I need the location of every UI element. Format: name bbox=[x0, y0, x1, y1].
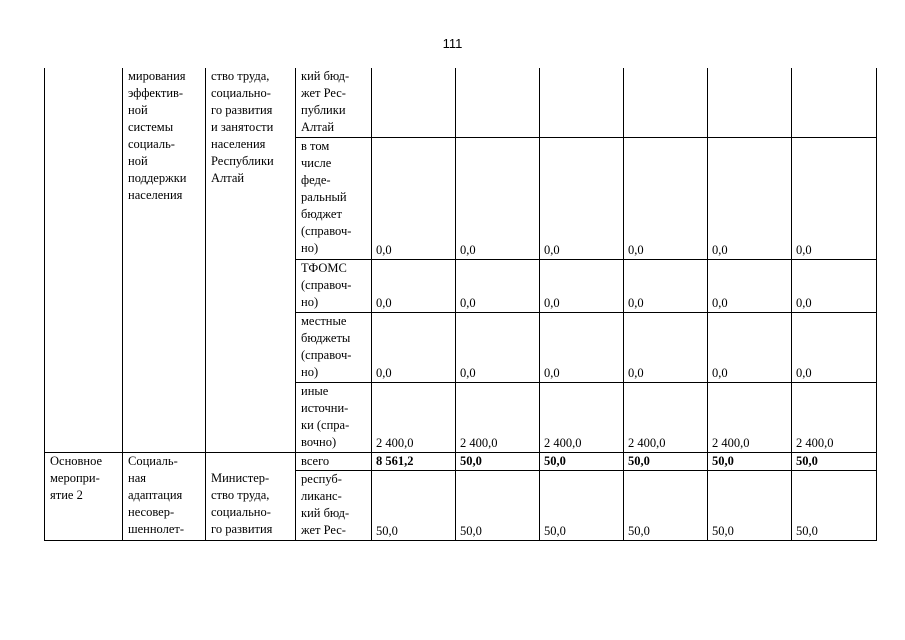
funding-source-cell: ТФОМС (справоч- но) bbox=[296, 259, 372, 312]
table-row bbox=[45, 68, 877, 137]
value-cell: 0,0 bbox=[540, 312, 624, 382]
value-cell: 2 400,0 bbox=[708, 382, 792, 452]
total-value-cell: 50,0 bbox=[792, 452, 877, 470]
value-cell bbox=[792, 68, 877, 137]
value-cell: 0,0 bbox=[792, 137, 877, 259]
value-cell: 0,0 bbox=[708, 137, 792, 259]
value-cell: 0,0 bbox=[624, 137, 708, 259]
value-cell bbox=[456, 68, 540, 137]
activity-name-cell: мирования эффектив- ной системы социаль- ной поддержки населения bbox=[123, 68, 206, 452]
total-value-cell: 50,0 bbox=[624, 452, 708, 470]
activity-name-cell: Социаль- ная адаптация несовер- шеннолет- bbox=[123, 452, 206, 540]
value-cell bbox=[372, 68, 456, 137]
funding-source-cell: иные источни- ки (спра- вочно) bbox=[296, 382, 372, 452]
value-cell: 0,0 bbox=[372, 312, 456, 382]
value-cell: 0,0 bbox=[372, 137, 456, 259]
value-cell: 50,0 bbox=[624, 470, 708, 540]
value-cell bbox=[624, 68, 708, 137]
value-cell: 50,0 bbox=[708, 470, 792, 540]
value-cell: 0,0 bbox=[456, 259, 540, 312]
value-cell: 0,0 bbox=[624, 312, 708, 382]
total-value-cell: 50,0 bbox=[456, 452, 540, 470]
value-cell: 2 400,0 bbox=[456, 382, 540, 452]
value-cell bbox=[708, 68, 792, 137]
funding-source-cell: в том числе феде- ральный бюджет (справоч- но) bbox=[296, 137, 372, 259]
total-value-cell: 50,0 bbox=[708, 452, 792, 470]
executor-cell: ство труда, социально- го развития и занятости населения Республики Алтай bbox=[206, 68, 296, 452]
total-value-cell: 8 561,2 bbox=[372, 452, 456, 470]
total-value-cell: 50,0 bbox=[540, 452, 624, 470]
value-cell: 0,0 bbox=[792, 312, 877, 382]
value-cell: 2 400,0 bbox=[792, 382, 877, 452]
value-cell: 0,0 bbox=[708, 312, 792, 382]
value-cell: 0,0 bbox=[372, 259, 456, 312]
value-cell: 50,0 bbox=[540, 470, 624, 540]
value-cell: 0,0 bbox=[456, 137, 540, 259]
value-cell: 2 400,0 bbox=[540, 382, 624, 452]
budget-table bbox=[44, 68, 877, 541]
funding-source-cell: респуб- ликанс- кий бюд- жет Рес- bbox=[296, 470, 372, 540]
value-cell bbox=[540, 68, 624, 137]
page-number: 111 bbox=[442, 36, 463, 51]
funding-source-cell: местные бюджеты (справоч- но) bbox=[296, 312, 372, 382]
value-cell: 0,0 bbox=[624, 259, 708, 312]
executor-cell: Министер- ство труда, социально- го развития bbox=[206, 452, 296, 540]
value-cell: 0,0 bbox=[708, 259, 792, 312]
value-cell: 0,0 bbox=[540, 137, 624, 259]
category-cell: Основное меропри- ятие 2 bbox=[45, 452, 123, 540]
value-cell: 2 400,0 bbox=[624, 382, 708, 452]
funding-source-cell: кий бюд- жет Рес- публики Алтай bbox=[296, 68, 372, 137]
value-cell: 50,0 bbox=[372, 470, 456, 540]
category-cell bbox=[45, 68, 123, 452]
value-cell: 2 400,0 bbox=[372, 382, 456, 452]
value-cell: 50,0 bbox=[456, 470, 540, 540]
value-cell: 50,0 bbox=[792, 470, 877, 540]
value-cell: 0,0 bbox=[456, 312, 540, 382]
value-cell: 0,0 bbox=[792, 259, 877, 312]
value-cell: 0,0 bbox=[540, 259, 624, 312]
funding-source-cell: всего bbox=[296, 452, 372, 470]
table-row bbox=[45, 452, 877, 470]
